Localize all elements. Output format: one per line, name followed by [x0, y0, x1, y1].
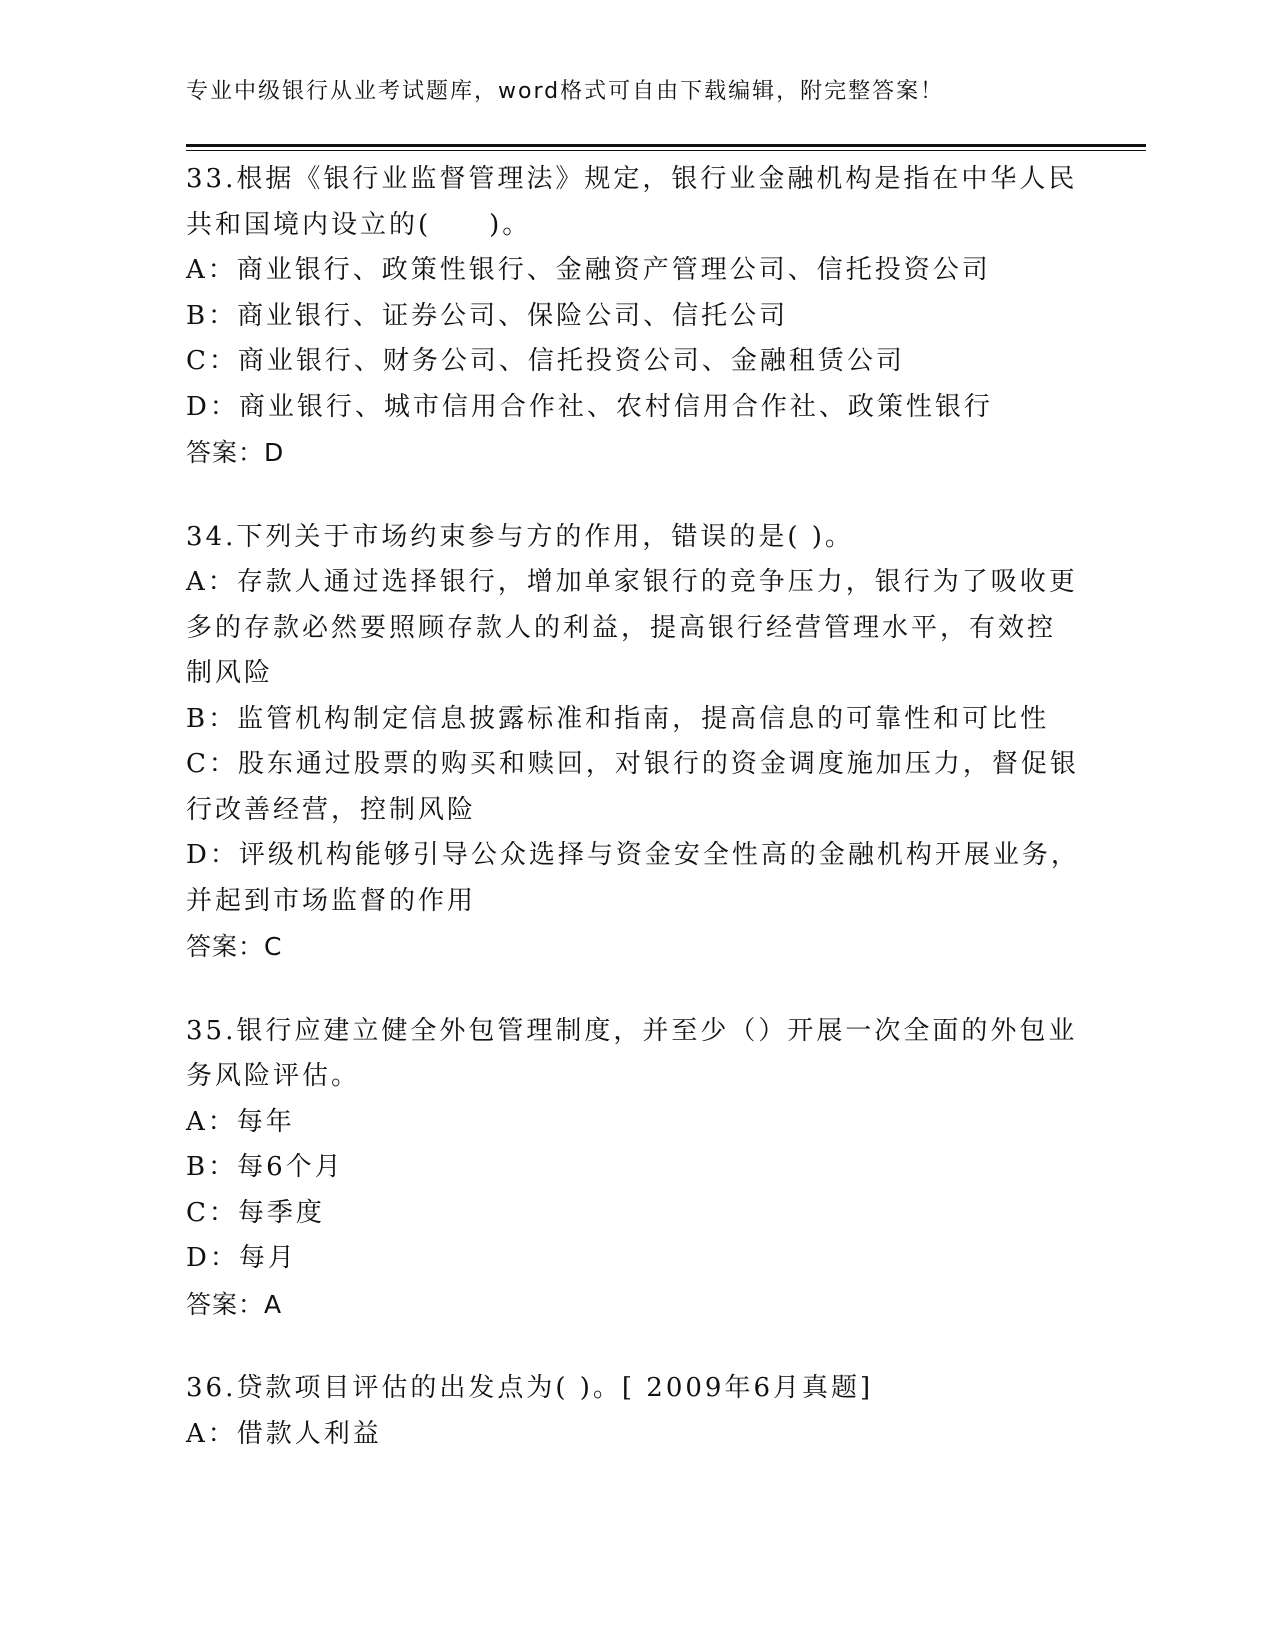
option-line: C：每季度 [186, 1197, 325, 1228]
option-line: 多的存款必然要照顾存款人的利益，提高银行经营管理水平，有效控 [186, 612, 1057, 643]
option-line: A：商业银行、政策性银行、金融资产管理公司、信托投资公司 [186, 255, 991, 285]
question-stem [186, 515, 1086, 561]
option-b [186, 697, 1086, 743]
option-line: 行改善经营，控制风险 [186, 794, 477, 825]
option-line: B：每6个月 [186, 1152, 344, 1182]
question-34 [186, 515, 1086, 970]
question-35 [186, 1009, 1086, 1328]
header-rule-thick [186, 144, 1146, 147]
option-a [186, 1412, 1086, 1458]
option-line: D：评级机构能够引导公众选择与资金安全性高的金融机构开展业务， [186, 840, 1080, 870]
option-line: 并起到市场监督的作用 [186, 885, 477, 916]
stem-line: 35.银行应建立健全外包管理制度，并至少（）开展一次全面的外包业 [186, 1015, 1078, 1046]
option-c [186, 742, 1086, 833]
option-line: B：商业银行、证券公司、保险公司、信托公司 [186, 300, 789, 331]
stem-line: 36.贷款项目评估的出发点为( )。[ 2009年6月真题] [186, 1373, 874, 1403]
question-list [186, 157, 1086, 1496]
option-line: D：每月 [186, 1243, 297, 1273]
stem-line: 34.下列关于市场约束参与方的作用，错误的是( )。 [186, 521, 854, 552]
option-c [186, 339, 1086, 385]
option-line: D：商业银行、城市信用合作社、农村信用合作社、政策性银行 [186, 391, 993, 422]
stem-line: 务风险评估。 [186, 1061, 361, 1091]
option-c [186, 1191, 1086, 1237]
stem-line: 33.根据《银行业监督管理法》规定，银行业金融机构是指在中华人民 [186, 164, 1078, 194]
option-line: C：商业银行、财务公司、信托投资公司、金融租赁公司 [186, 346, 905, 376]
option-line: 制风险 [186, 658, 274, 688]
option-line: A：借款人利益 [186, 1418, 382, 1449]
question-36 [186, 1366, 1086, 1457]
option-d [186, 1236, 1086, 1282]
option-line: A：存款人通过选择银行，增加单家银行的竞争压力，银行为了吸收更 [186, 567, 1078, 597]
answer-label: 答案：A [186, 1289, 283, 1319]
option-a [186, 248, 1086, 294]
answer-label: 答案：C [186, 932, 283, 961]
option-line: C：股东通过股票的购买和赎回，对银行的资金调度施加压力，督促银 [186, 749, 1079, 779]
question-stem [186, 1366, 1086, 1412]
header-rule-thin [186, 150, 1146, 151]
option-a [186, 560, 1086, 697]
option-line: B：监管机构制定信息披露标准和指南，提高信息的可靠性和可比性 [186, 703, 1050, 734]
option-d [186, 833, 1086, 924]
option-a [186, 1100, 1086, 1146]
question-33 [186, 157, 1086, 476]
question-stem [186, 157, 1086, 248]
answer-label: 答案：D [186, 438, 285, 467]
option-b [186, 294, 1086, 340]
stem-line: 共和国境内设立的( )。 [186, 209, 532, 240]
option-b [186, 1145, 1086, 1191]
question-stem [186, 1009, 1086, 1100]
option-d [186, 385, 1086, 431]
page-header: 专业中级银行从业考试题库，word格式可自由下载编辑，附完整答案！ [186, 79, 945, 104]
option-line: A：每年 [186, 1106, 295, 1137]
